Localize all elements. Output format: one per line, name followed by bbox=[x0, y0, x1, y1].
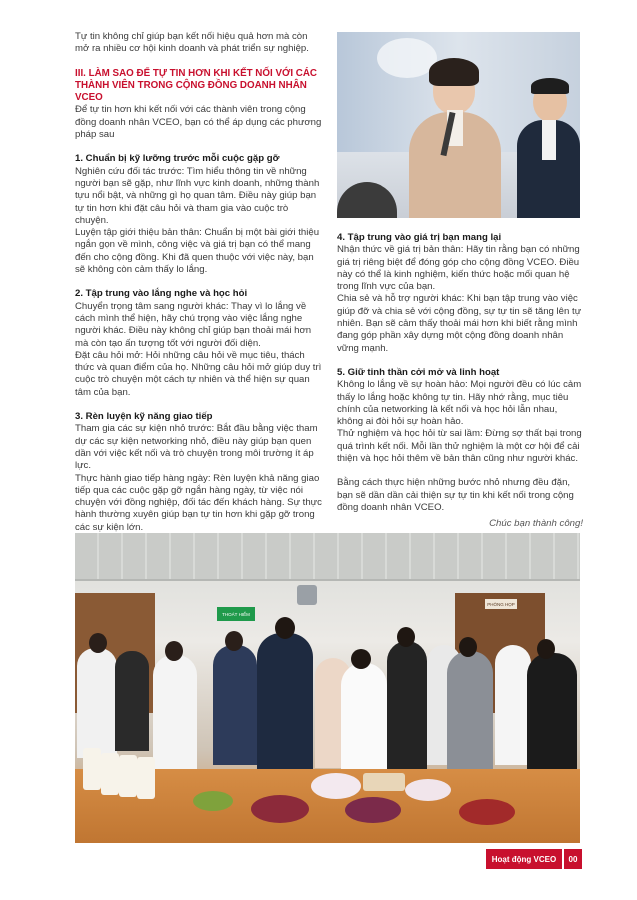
tip-4-title: 4. Tập trung vào giá trị bạn mang lại bbox=[337, 232, 502, 243]
tip-3-paragraph-2: Thực hành giao tiếp hàng ngày: Rèn luyện khả năng giao tiếp qua các cuộc gặp gỡ ngắn hàng ngày, từ việc nói chuyện với đồng nghiệp, đối tác đến khách hàng. Sự thực hành thường xuyên giúp bạn tự tin hơn khi gặp gỡ trong các sự kiện lớn. bbox=[75, 472, 322, 533]
closing-wish: Chúc bạn thành công! bbox=[489, 518, 583, 530]
tip-1-paragraph-2: Luyện tập giới thiệu bản thân: Chuẩn bị một bài giới thiệu ngắn gọn về mình, công việc và giá trị bạn có thể mang đến cho cộng đồng. Khi đã quen thuộc với việc này, bạn sẽ không còn cảm thấy lo lắng. bbox=[75, 227, 320, 276]
tip-5-title: 5. Giữ tinh thần cởi mở và linh hoạt bbox=[337, 366, 500, 378]
event-photo bbox=[75, 533, 580, 843]
footer-section-label: Hoạt động VCEO bbox=[486, 849, 562, 869]
tip-4-paragraph-1: Nhận thức về giá trị bản thân: Hãy tin rằng bạn có những giá trị riêng biệt để đóng góp cho cộng đồng VCEO. Điều này có thể là kinh nghiệm, kiến thức hoặc mối quan hệ trong lĩnh vực của bạn. bbox=[337, 244, 580, 293]
intro-paragraph: Tự tin không chỉ giúp bạn kết nối hiệu quả hơn mà còn mở ra nhiều cơ hội kinh doanh và phát triển sự nghiệp. bbox=[75, 31, 309, 55]
speaker-photo bbox=[337, 32, 580, 218]
tip-2-title: 2. Tập trung vào lắng nghe và học hỏi bbox=[75, 288, 248, 300]
section-3-lead: Để tự tin hơn khi kết nối với các thành viên trong cộng đồng doanh nhân VCEO, bạn có thể áp dụng các phương pháp sau bbox=[75, 104, 322, 141]
footer-page-number: 00 bbox=[564, 849, 582, 869]
tip-4-paragraph-2: Chia sẻ và hỗ trợ người khác: Khi bạn tập trung vào việc giúp đỡ và chia sẻ với cộng đồng, sự tự tin sẽ tăng lên tự nhiên. Bạn sẽ cảm thấy thoải mái hơn khi biết rằng mình đang góp phần xây dựng một cộng đồng doanh nhân vững mạnh. bbox=[337, 293, 582, 354]
tip-3-paragraph-1: Tham gia các sự kiện nhỏ trước: Bắt đầu bằng việc tham dự các sự kiện networking nhỏ, điều này giúp bạn quen dần với việc kết nối và trò chuyện trong môi trường ít áp lực. bbox=[75, 423, 318, 472]
tip-3-title: 3. Rèn luyện kỹ năng giao tiếp bbox=[75, 411, 213, 423]
tip-5-paragraph-1: Không lo lắng về sự hoàn hảo: Mọi người đều có lúc cảm thấy lo lắng hoặc không tự tin. Hãy nhớ rằng, mục tiêu chính của networking là kết nối và học hỏi lẫn nhau, không ai đòi hỏi sự hoàn hảo. bbox=[337, 379, 582, 428]
tip-1-paragraph-1: Nghiên cứu đối tác trước: Tìm hiểu thông tin về những người bạn sẽ gặp, như lĩnh vực kinh doanh, những thành tựu nổi bật, và những gì họ quan tâm. Điều này giúp bạn tự tin hơn khi đặt câu hỏi và tham gia vào cuộc trò chuyện. bbox=[75, 165, 320, 226]
tip-2-paragraph-2: Đặt câu hỏi mở: Hỏi những câu hỏi về mục tiêu, thách thức và quan điểm của họ. Những câu hỏi mở giúp duy trì cuộc trò chuyện một cách tự nhiên và thể hiện sự quan tâm của bạn. bbox=[75, 349, 322, 398]
tip-2-paragraph-1: Chuyển trọng tâm sang người khác: Thay vì lo lắng về cách mình thể hiện, hãy chú trọng vào việc lắng nghe người khác. Điều này không chỉ giúp bạn thoải mái hơn mà còn tạo ấn tượng tốt với người đối diện. bbox=[75, 300, 312, 349]
door-sign: PHÒNG HỌP bbox=[485, 599, 517, 609]
tip-1-title: 1. Chuẩn bị kỹ lưỡng trước mỗi cuộc gặp gỡ bbox=[75, 153, 280, 165]
closing-paragraph: Bằng cách thực hiện những bước nhỏ nhưng đều đặn, bạn sẽ dần dần cải thiện sự tự tin khi kết nối trong cộng đồng doanh nhân VCEO. bbox=[337, 477, 574, 513]
left-column bbox=[75, 31, 323, 534]
right-column bbox=[337, 232, 583, 531]
section-3-title: III. LÀM SAO ĐỂ TỰ TIN HƠN KHI KẾT NỐI VỚI CÁC THÀNH VIÊN TRONG CỘNG ĐỒNG DOANH NHÂN VCEO bbox=[75, 67, 318, 104]
tip-5-paragraph-2: Thử nghiệm và học hỏi từ sai lầm: Đừng sợ thất bại trong quá trình kết nối. Mỗi lần thử nghiệm là một cơ hội để cải thiện và học hỏi thêm về bản thân cũng như người khác. bbox=[337, 428, 582, 465]
exit-sign: THOÁT HIỂM bbox=[217, 607, 255, 621]
